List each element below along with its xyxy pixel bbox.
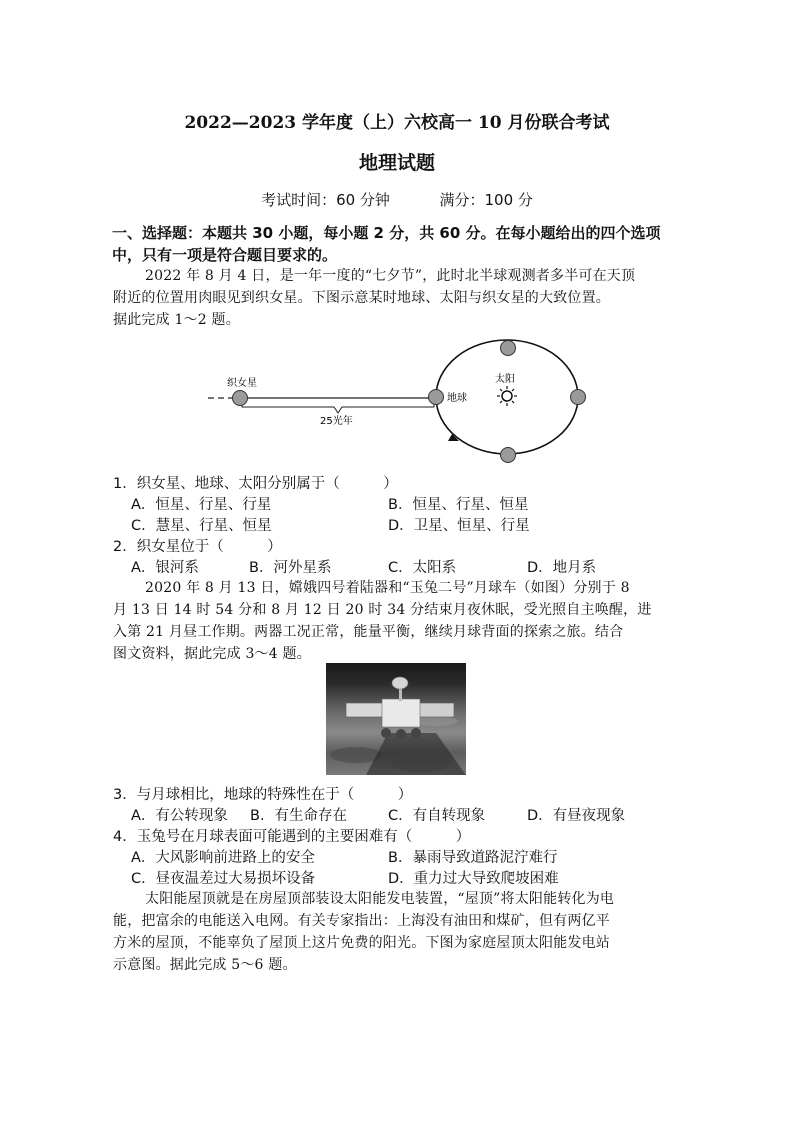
- question-2-option-d[interactable]: D．地月系: [527, 560, 597, 576]
- passage1-line: 2022 年 8 月 4 日，是一年一度的“七夕节”，此时北半球观测者多半可在天顶: [145, 268, 636, 284]
- sun-label: 太阳: [495, 374, 515, 385]
- passage2-line: 入第 21 月昼工作期。两器工况正常，能量平衡，继续月球背面的探索之旅。结合: [113, 624, 624, 640]
- passage3-line: 方米的屋顶，不能辜负了屋顶上这片免费的阳光。下图为家庭屋顶太阳能发电站: [113, 935, 610, 951]
- earth-position: [429, 390, 444, 405]
- question-1-option-b[interactable]: B．恒星、行星、恒星: [388, 497, 529, 513]
- question-4-option-b[interactable]: B．暴雨导致道路泥泞难行: [388, 850, 558, 866]
- passage1-line: 附近的位置用肉眼见到织女星。下图示意某时地球、太阳与织女星的大致位置。: [113, 290, 610, 306]
- question-4-option-d[interactable]: D．重力过大导致爬坡困难: [388, 871, 559, 887]
- question-1-option-a[interactable]: A．恒星、行星、行星: [131, 497, 272, 513]
- subject-title: 地理试题: [358, 152, 435, 174]
- question-2-option-a[interactable]: A．银河系: [131, 560, 199, 576]
- earth-position: [501, 448, 516, 463]
- section-heading-line2: 中，只有一项是符合题目要求的。: [112, 246, 338, 264]
- passage2-line: 图文资料，据此完成 3～4 题。: [113, 646, 311, 662]
- question-1-option-d[interactable]: D．卫星、恒星、行星: [388, 518, 530, 534]
- lunar-rover-photo: [326, 663, 466, 775]
- question-4-option-a[interactable]: A．大风影响前进路上的安全: [131, 850, 315, 866]
- question-4-stem: 4．玉兔号在月球表面可能遇到的主要困难有（ ）: [113, 829, 471, 845]
- exam-score: 满分：100 分: [439, 191, 533, 209]
- passage1-line: 据此完成 1～2 题。: [113, 312, 240, 328]
- distance-label: 25光年: [320, 416, 353, 427]
- vega-earth-sun-diagram: [200, 335, 600, 470]
- passage2-line: 月 13 日 14 时 54 分和 8 月 12 日 20 时 34 分结束月夜休眠，受光照自主唤醒，进: [113, 602, 652, 618]
- question-1-option-c[interactable]: C．慧星、行星、恒星: [131, 518, 272, 534]
- question-3-option-b[interactable]: B．有生命存在: [250, 808, 347, 824]
- earth-position: [501, 341, 516, 356]
- passage3-line: 能，把富余的电能送入电网。有关专家指出：上海没有油田和煤矿，但有两亿平: [113, 913, 610, 929]
- question-4-option-c[interactable]: C．昼夜温差过大易损坏设备: [131, 871, 316, 887]
- exam-meta: [0, 189, 794, 210]
- section-heading-line1: 一、选择题：本题共 30 小题，每小题 2 分，共 60 分。在每小题给出的四个选项: [112, 224, 661, 242]
- earth-position: [571, 390, 586, 405]
- question-3-option-c[interactable]: C．有自转现象: [388, 808, 486, 824]
- passage3-line: 太阳能屋顶就是在房屋顶部装设太阳能发电装置，“屋顶”将太阳能转化为电: [145, 891, 615, 907]
- sun-icon: [497, 386, 517, 406]
- exam-title: 2022—2023 学年度（上）六校高一 10 月份联合考试: [184, 113, 610, 133]
- question-3-option-a[interactable]: A．有公转现象: [131, 808, 228, 824]
- question-1-stem: 1．织女星、地球、太阳分别属于（ ）: [113, 476, 398, 492]
- question-2-stem: 2．织女星位于（ ）: [113, 539, 282, 555]
- passage2-line: 2020 年 8 月 13 日，嫦娥四号着陆器和“玉兔二号”月球车（如图）分别于 8: [145, 580, 630, 596]
- question-3-stem: 3．与月球相比，地球的特殊性在于（ ）: [113, 787, 413, 803]
- vega-star: [233, 391, 248, 406]
- question-2-option-b[interactable]: B．河外星系: [249, 560, 332, 576]
- exam-time: 考试时间：60 分钟: [261, 191, 390, 209]
- passage3-line: 示意图。据此完成 5～6 题。: [113, 957, 297, 973]
- vega-label: 织女星: [227, 378, 257, 389]
- question-3-option-d[interactable]: D．有昼夜现象: [527, 808, 626, 824]
- question-2-option-c[interactable]: C．太阳系: [388, 560, 457, 576]
- earth-label: 地球: [447, 393, 467, 404]
